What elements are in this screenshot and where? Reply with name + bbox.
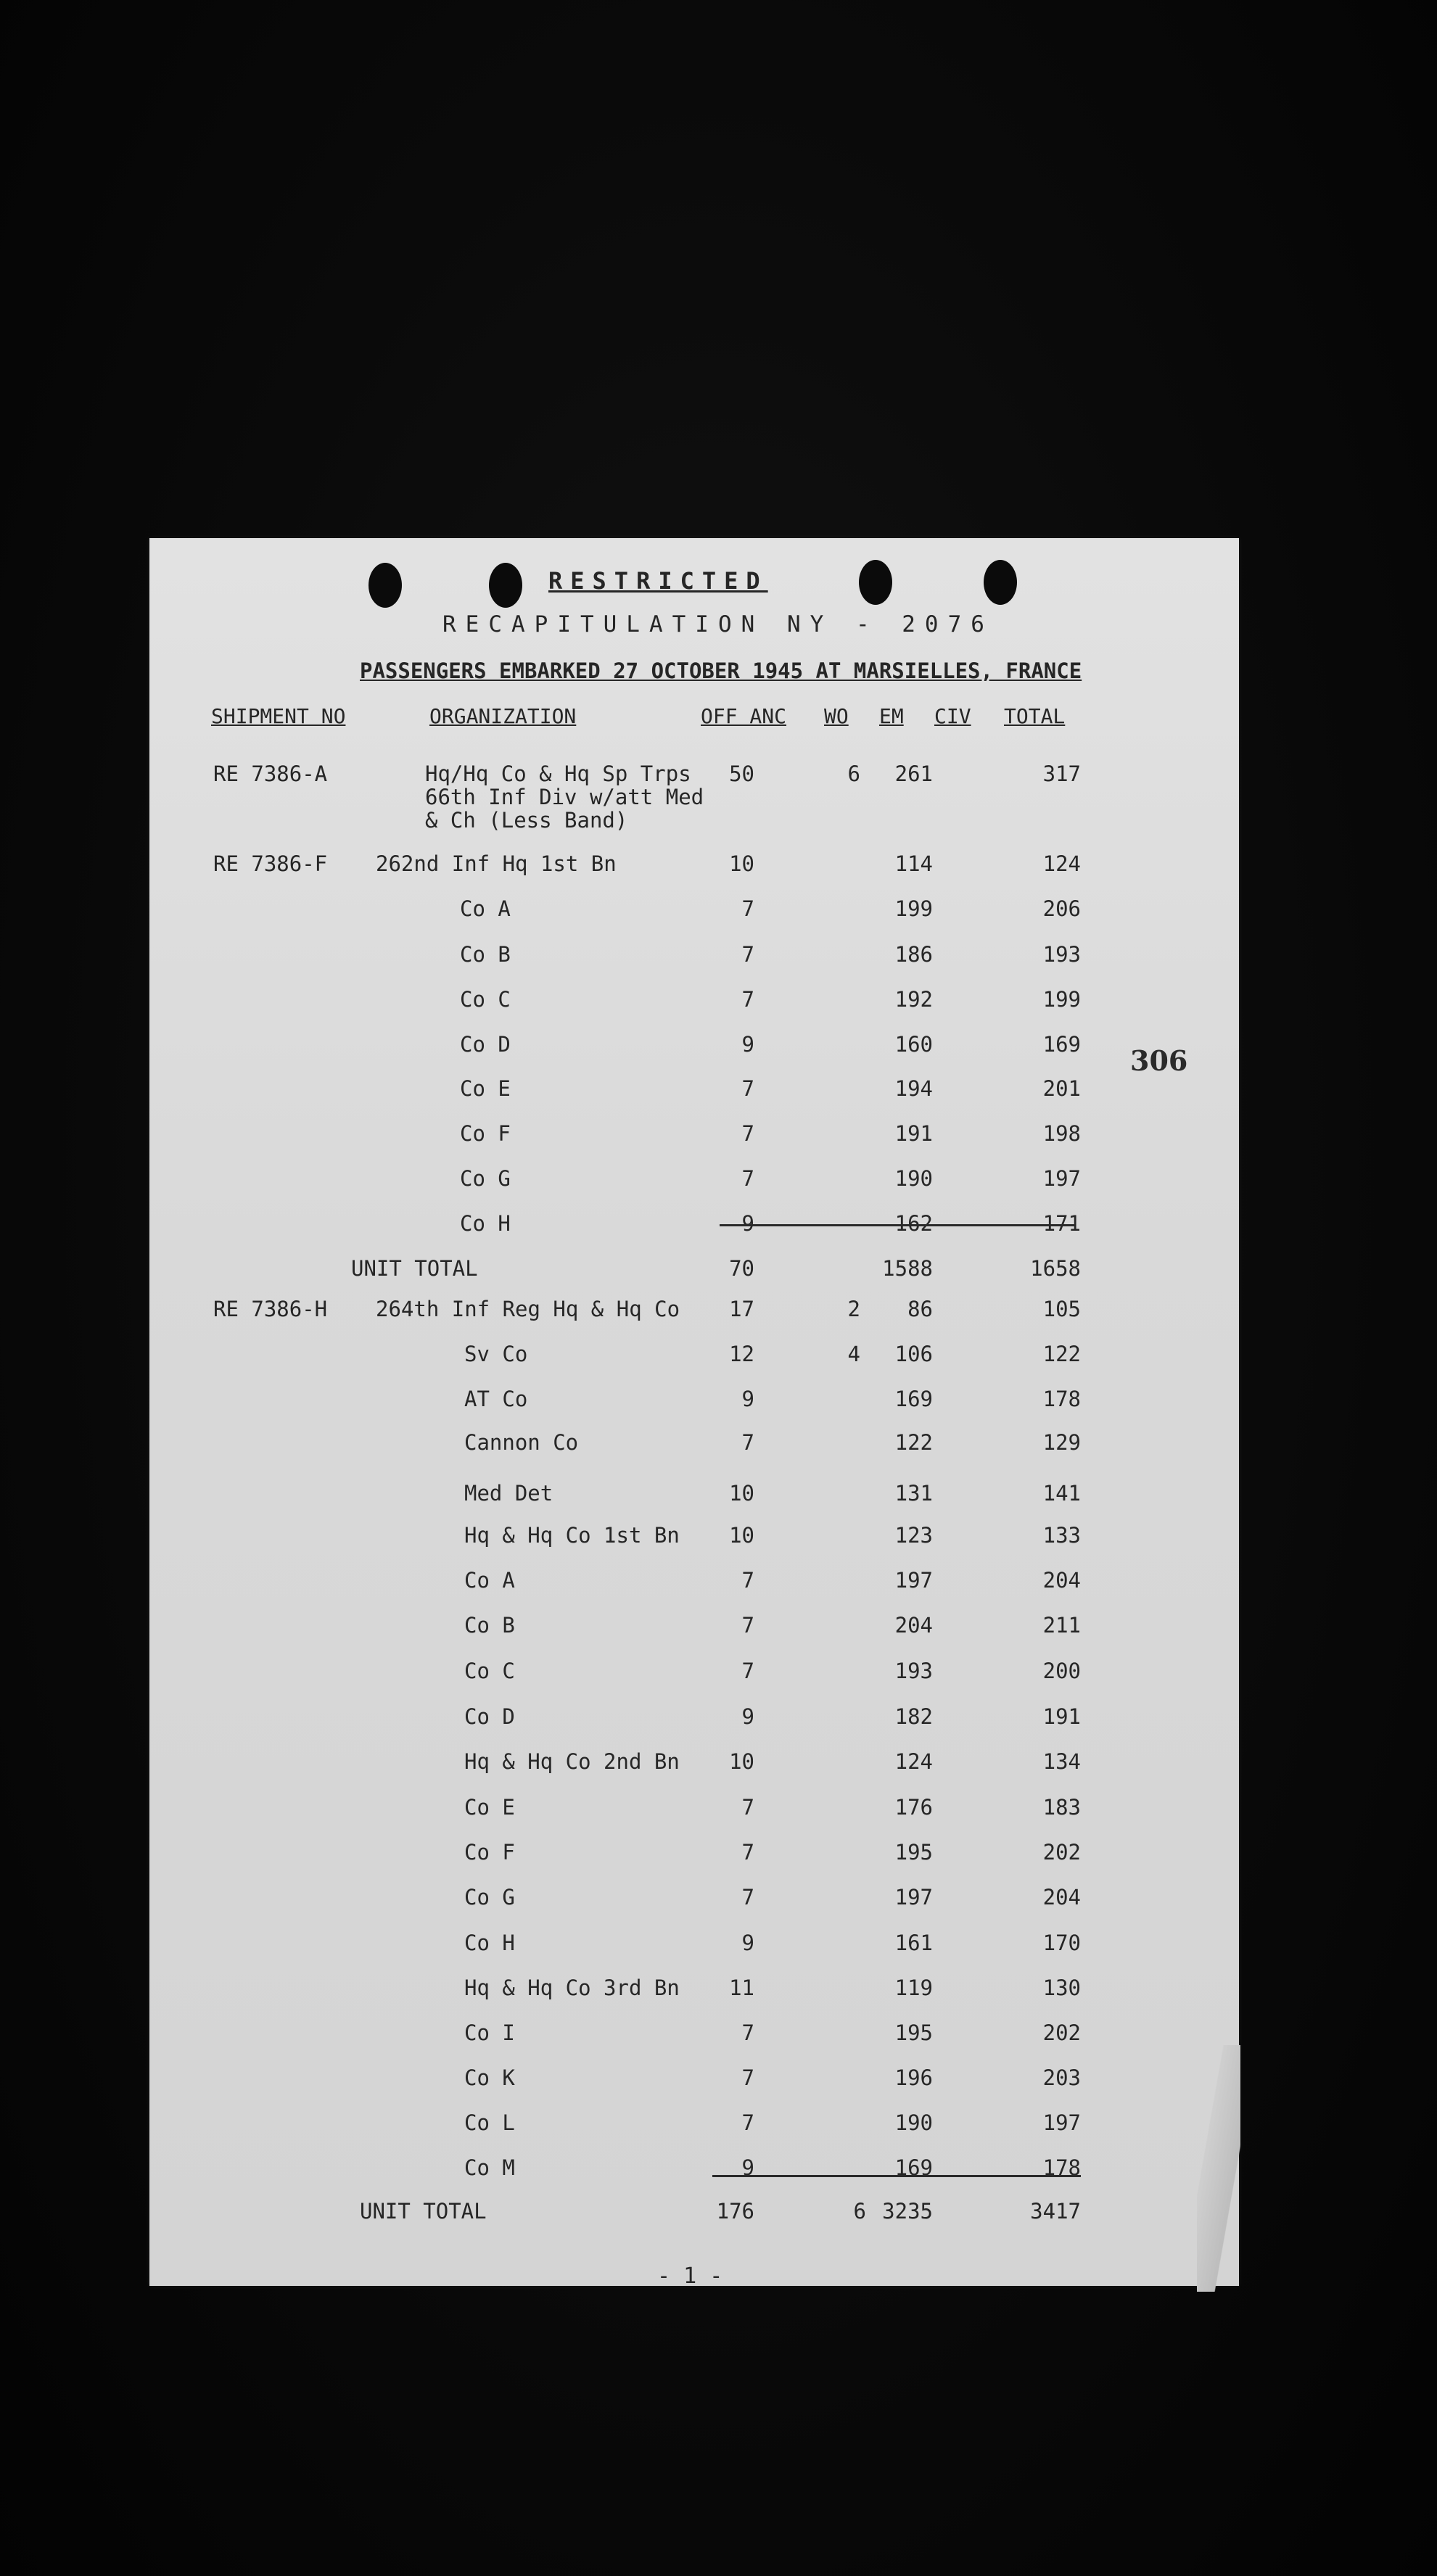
organization-cell: Co D <box>460 1032 511 1057</box>
em-cell: 160 <box>894 1032 933 1057</box>
off-anc-cell: 9 <box>741 1211 754 1236</box>
off-anc-cell: 7 <box>741 987 754 1012</box>
off-anc-cell: 17 <box>729 1297 754 1321</box>
recapitulation-heading: RECAPITULATION NY - 2076 <box>442 611 994 637</box>
total-cell: 191 <box>1042 1704 1081 1729</box>
total-cell: 193 <box>1042 942 1081 967</box>
em-cell: 199 <box>894 896 933 921</box>
total-cell: 183 <box>1042 1795 1081 1820</box>
off-anc-cell: 7 <box>741 2065 754 2090</box>
off-anc-cell: 9 <box>741 2155 754 2180</box>
em-cell: 194 <box>894 1076 933 1101</box>
em-cell: 106 <box>894 1342 933 1366</box>
off-anc-cell: 10 <box>729 1523 754 1548</box>
total-cell: 199 <box>1042 987 1081 1012</box>
organization-cell: Co D <box>464 1704 515 1729</box>
off-anc-cell: 7 <box>741 1076 754 1101</box>
organization-cell: Co H <box>464 1931 515 1955</box>
total-cell: 203 <box>1042 2065 1081 2090</box>
organization-cell: 264th Inf Reg Hq & Hq Co <box>376 1297 680 1321</box>
organization-cell: Med Det <box>464 1481 553 1506</box>
organization-cell: & Ch (Less Band) <box>425 808 628 833</box>
off-anc-cell: 7 <box>741 1885 754 1910</box>
total-cell: 134 <box>1042 1749 1081 1774</box>
total-cell: 201 <box>1042 1076 1081 1101</box>
organization-cell: Co B <box>464 1613 515 1638</box>
off-anc-cell: 9 <box>741 1704 754 1729</box>
em-cell: 195 <box>894 1840 933 1865</box>
organization-cell: Co E <box>460 1076 511 1101</box>
organization-cell: Co L <box>464 2110 515 2135</box>
subtotal-rule <box>712 2175 1081 2177</box>
organization-cell: Hq/Hq Co & Hq Sp Trps <box>425 761 691 786</box>
column-header-shipment: SHIPMENT NO <box>211 704 346 728</box>
punch-hole <box>984 560 1017 605</box>
total-cell: 122 <box>1042 1342 1081 1366</box>
column-header-wo: WO <box>824 704 849 728</box>
total-cell: 124 <box>1042 851 1081 876</box>
off-anc-cell: 9 <box>741 1387 754 1411</box>
organization-cell: Sv Co <box>464 1342 528 1366</box>
organization-cell: Hq & Hq Co 2nd Bn <box>464 1749 680 1774</box>
organization-cell: Co A <box>460 896 511 921</box>
em-cell: 131 <box>894 1481 933 1506</box>
off-anc-cell: 7 <box>741 1121 754 1146</box>
em-cell: 191 <box>894 1121 933 1146</box>
total-cell: 204 <box>1042 1568 1081 1593</box>
total-cell: 178 <box>1042 1387 1081 1411</box>
organization-cell: AT Co <box>464 1387 528 1411</box>
total-cell: 317 <box>1042 761 1081 786</box>
off-anc-cell: 10 <box>729 1481 754 1506</box>
total-cell: 202 <box>1042 1840 1081 1865</box>
organization-cell: Co I <box>464 2020 515 2045</box>
off-anc-cell: 7 <box>741 1840 754 1865</box>
em-cell: 190 <box>894 1166 933 1191</box>
em-cell: 161 <box>894 1931 933 1955</box>
total-cell: 197 <box>1042 2110 1081 2135</box>
torn-corner <box>1197 2045 1240 2292</box>
shipment-number: RE 7386-A <box>213 761 328 786</box>
total-cell: 170 <box>1042 1931 1081 1955</box>
organization-cell: Co F <box>460 1121 511 1146</box>
unit-total-label: UNIT TOTAL <box>360 2199 487 2224</box>
total-cell: 211 <box>1042 1613 1081 1638</box>
total-cell: 204 <box>1042 1885 1081 1910</box>
organization-cell: 66th Inf Div w/att Med <box>425 785 704 809</box>
off-anc-cell: 12 <box>729 1342 754 1366</box>
off-anc-cell: 7 <box>741 1568 754 1593</box>
off-anc-cell: 50 <box>729 761 754 786</box>
total-cell: 130 <box>1042 1976 1081 2000</box>
off-anc-cell: 176 <box>716 2199 754 2224</box>
organization-cell: Co C <box>464 1659 515 1683</box>
total-cell: 169 <box>1042 1032 1081 1057</box>
total-cell: 200 <box>1042 1659 1081 1683</box>
total-cell: 129 <box>1042 1430 1081 1455</box>
organization-cell: Co M <box>464 2155 515 2180</box>
off-anc-cell: 7 <box>741 1430 754 1455</box>
em-cell: 190 <box>894 2110 933 2135</box>
off-anc-cell: 10 <box>729 1749 754 1774</box>
total-cell: 197 <box>1042 1166 1081 1191</box>
em-cell: 3235 <box>882 2199 933 2224</box>
document-page <box>149 538 1239 2289</box>
total-cell: 105 <box>1042 1297 1081 1321</box>
total-cell: 198 <box>1042 1121 1081 1146</box>
em-cell: 197 <box>894 1885 933 1910</box>
organization-cell: 262nd Inf Hq 1st Bn <box>376 851 617 876</box>
organization-cell: Hq & Hq Co 1st Bn <box>464 1523 680 1548</box>
off-anc-cell: 7 <box>741 1613 754 1638</box>
off-anc-cell: 7 <box>741 2020 754 2045</box>
page-number: - 1 - <box>657 2263 723 2289</box>
off-anc-cell: 7 <box>741 896 754 921</box>
wo-cell: 4 <box>847 1342 860 1366</box>
em-cell: 1588 <box>882 1256 933 1281</box>
em-cell: 162 <box>894 1211 933 1236</box>
off-anc-cell: 7 <box>741 2110 754 2135</box>
total-cell: 3417 <box>1030 2199 1081 2224</box>
shipment-number: RE 7386-H <box>213 1297 328 1321</box>
organization-cell: Cannon Co <box>464 1430 579 1455</box>
total-cell: 202 <box>1042 2020 1081 2045</box>
shipment-number: RE 7386-F <box>213 851 328 876</box>
column-header-off-anc: OFF ANC <box>701 704 787 728</box>
punch-hole <box>859 560 892 605</box>
organization-cell: Co K <box>464 2065 515 2090</box>
em-cell: 186 <box>894 942 933 967</box>
em-cell: 122 <box>894 1430 933 1455</box>
organization-cell: Co C <box>460 987 511 1012</box>
punch-hole <box>489 563 522 608</box>
organization-cell: Co A <box>464 1568 515 1593</box>
organization-cell: Co B <box>460 942 511 967</box>
off-anc-cell: 9 <box>741 1931 754 1955</box>
organization-cell: Co G <box>464 1885 515 1910</box>
wo-cell: 2 <box>847 1297 860 1321</box>
em-cell: 124 <box>894 1749 933 1774</box>
organization-cell: Co G <box>460 1166 511 1191</box>
em-cell: 192 <box>894 987 933 1012</box>
column-header-civ: CIV <box>934 704 971 728</box>
em-cell: 119 <box>894 1976 933 2000</box>
off-anc-cell: 70 <box>729 1256 754 1281</box>
wo-cell: 6 <box>847 761 860 786</box>
column-header-total: TOTAL <box>1004 704 1066 728</box>
organization-cell: Hq & Hq Co 3rd Bn <box>464 1976 680 2000</box>
em-cell: 176 <box>894 1795 933 1820</box>
em-cell: 182 <box>894 1704 933 1729</box>
organization-cell: Co F <box>464 1840 515 1865</box>
restricted-heading: RESTRICTED <box>548 567 768 595</box>
subtotal-rule <box>720 1224 1075 1226</box>
em-cell: 204 <box>894 1613 933 1638</box>
column-header-em: EM <box>879 704 904 728</box>
passengers-embarked-heading: PASSENGERS EMBARKED 27 OCTOBER 1945 AT MARSIELLES, FRANCE <box>360 659 1082 683</box>
em-cell: 197 <box>894 1568 933 1593</box>
organization-cell: Co H <box>460 1211 511 1236</box>
em-cell: 169 <box>894 2155 933 2180</box>
em-cell: 261 <box>894 761 933 786</box>
em-cell: 196 <box>894 2065 933 2090</box>
off-anc-cell: 11 <box>729 1976 754 2000</box>
wo-cell: 6 <box>853 2199 866 2224</box>
total-cell: 178 <box>1042 2155 1081 2180</box>
off-anc-cell: 9 <box>741 1032 754 1057</box>
total-cell: 1658 <box>1030 1256 1081 1281</box>
margin-annotation: 306 <box>1130 1044 1188 1077</box>
em-cell: 193 <box>894 1659 933 1683</box>
organization-cell: Co E <box>464 1795 515 1820</box>
em-cell: 123 <box>894 1523 933 1548</box>
em-cell: 169 <box>894 1387 933 1411</box>
off-anc-cell: 7 <box>741 1166 754 1191</box>
off-anc-cell: 7 <box>741 942 754 967</box>
total-cell: 171 <box>1042 1211 1081 1236</box>
em-cell: 114 <box>894 851 933 876</box>
em-cell: 195 <box>894 2020 933 2045</box>
total-cell: 206 <box>1042 896 1081 921</box>
column-header-organization: ORGANIZATION <box>429 704 577 728</box>
punch-hole <box>368 563 402 608</box>
total-cell: 133 <box>1042 1523 1081 1548</box>
unit-total-label: UNIT TOTAL <box>351 1256 478 1281</box>
off-anc-cell: 7 <box>741 1795 754 1820</box>
off-anc-cell: 10 <box>729 851 754 876</box>
total-cell: 141 <box>1042 1481 1081 1506</box>
off-anc-cell: 7 <box>741 1659 754 1683</box>
em-cell: 86 <box>907 1297 933 1321</box>
